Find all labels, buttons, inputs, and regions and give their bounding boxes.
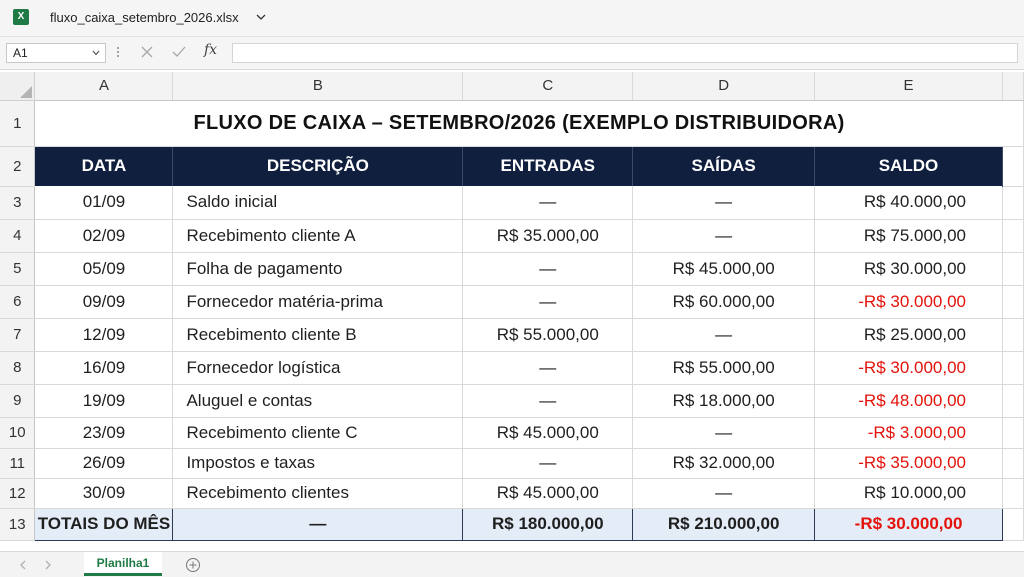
sheet-tab-planilha1[interactable]: Planilha1: [84, 552, 162, 576]
saldo-cell[interactable]: -R$ 3.000,00: [815, 417, 1003, 448]
empty-cell[interactable]: [1003, 146, 1024, 186]
entradas-cell[interactable]: —: [463, 252, 633, 285]
data-cell[interactable]: 01/09: [35, 186, 173, 219]
row-header-1[interactable]: 1: [0, 100, 35, 146]
cancel-icon[interactable]: [141, 46, 153, 58]
spreadsheet-grid: [0, 72, 1024, 541]
saidas-cell[interactable]: —: [633, 417, 815, 448]
row-header-4[interactable]: 4: [0, 219, 35, 252]
table-row: [0, 285, 1024, 318]
row-header-8[interactable]: 8: [0, 351, 35, 384]
checkmark-icon[interactable]: [172, 46, 186, 58]
column-header-b[interactable]: B: [173, 72, 463, 100]
excel-app-icon: X: [13, 9, 29, 25]
header-cell-saidas[interactable]: SAÍDAS: [633, 146, 815, 186]
entradas-cell[interactable]: R$ 55.000,00: [463, 318, 633, 351]
scroll-left-icon[interactable]: [19, 560, 27, 570]
empty-cell[interactable]: [1003, 417, 1024, 448]
empty-cell[interactable]: [1003, 219, 1024, 252]
saidas-cell[interactable]: R$ 32.000,00: [633, 448, 815, 478]
saidas-cell[interactable]: R$ 45.000,00: [633, 252, 815, 285]
data-cell[interactable]: 23/09: [35, 417, 173, 448]
saldo-cell[interactable]: R$ 25.000,00: [815, 318, 1003, 351]
descricao-cell[interactable]: Recebimento clientes: [173, 478, 463, 508]
row-header-2[interactable]: 2: [0, 146, 35, 186]
sheet-title-cell[interactable]: FLUXO DE CAIXA – SETEMBRO/2026 (EXEMPLO DISTRIBUIDORA): [35, 100, 1003, 146]
saidas-cell[interactable]: R$ 18.000,00: [633, 384, 815, 417]
header-cell-saldo[interactable]: SALDO: [815, 146, 1003, 186]
descricao-cell[interactable]: Recebimento cliente C: [173, 417, 463, 448]
saidas-cell[interactable]: —: [633, 219, 815, 252]
table-row: [0, 351, 1024, 384]
table-row: [0, 318, 1024, 351]
saldo-cell[interactable]: R$ 75.000,00: [815, 219, 1003, 252]
saldo-cell[interactable]: R$ 40.000,00: [815, 186, 1003, 219]
descricao-cell[interactable]: Fornecedor matéria-prima: [173, 285, 463, 318]
empty-cell[interactable]: [1003, 318, 1024, 351]
saldo-cell[interactable]: -R$ 30.000,00: [815, 285, 1003, 318]
chevron-down-icon[interactable]: [92, 50, 100, 56]
empty-cell[interactable]: [1003, 252, 1024, 285]
data-cell[interactable]: 05/09: [35, 252, 173, 285]
saldo-cell[interactable]: -R$ 48.000,00: [815, 384, 1003, 417]
empty-cell[interactable]: [1003, 478, 1024, 508]
data-cell[interactable]: 19/09: [35, 384, 173, 417]
row-header-7[interactable]: 7: [0, 318, 35, 351]
empty-cell[interactable]: [1003, 351, 1024, 384]
empty-cell[interactable]: [1003, 100, 1024, 146]
column-header-f[interactable]: [1003, 72, 1024, 100]
table-row: [0, 417, 1024, 448]
saidas-cell[interactable]: —: [633, 318, 815, 351]
table-row: [0, 384, 1024, 417]
name-box[interactable]: [6, 43, 106, 63]
header-cell-descricao[interactable]: DESCRIÇÃO: [173, 146, 463, 186]
header-cell-data[interactable]: DATA: [35, 146, 173, 186]
descricao-cell[interactable]: Recebimento cliente A: [173, 219, 463, 252]
saldo-cell[interactable]: -R$ 30.000,00: [815, 351, 1003, 384]
formula-bar: [0, 37, 1024, 70]
row-header-6[interactable]: 6: [0, 285, 35, 318]
more-options-icon[interactable]: [116, 45, 120, 59]
entradas-cell[interactable]: R$ 45.000,00: [463, 417, 633, 448]
column-header-a[interactable]: A: [35, 72, 173, 100]
empty-cell[interactable]: [1003, 384, 1024, 417]
title-bar: [0, 0, 1024, 37]
totals-entradas-cell[interactable]: R$ 180.000,00: [463, 508, 633, 540]
data-cell[interactable]: 26/09: [35, 448, 173, 478]
row-header-9[interactable]: 9: [0, 384, 35, 417]
saldo-cell[interactable]: R$ 30.000,00: [815, 252, 1003, 285]
saldo-cell[interactable]: -R$ 35.000,00: [815, 448, 1003, 478]
row-header-13[interactable]: 13: [0, 508, 35, 540]
table-row: [0, 219, 1024, 252]
table-row: [0, 478, 1024, 508]
scroll-right-icon[interactable]: [44, 560, 52, 570]
column-header-e[interactable]: E: [815, 72, 1003, 100]
empty-cell[interactable]: [1003, 285, 1024, 318]
entradas-cell[interactable]: —: [463, 186, 633, 219]
totals-saidas-cell[interactable]: R$ 210.000,00: [633, 508, 815, 540]
descricao-cell[interactable]: Saldo inicial: [173, 186, 463, 219]
file-name[interactable]: fluxo_caixa_setembro_2026.xlsx: [50, 10, 239, 25]
table-row: [0, 448, 1024, 478]
totals-descricao-cell[interactable]: —: [173, 508, 463, 540]
row-header-11[interactable]: 11: [0, 448, 35, 478]
row-header-10[interactable]: 10: [0, 417, 35, 448]
data-cell[interactable]: 16/09: [35, 351, 173, 384]
function-icon[interactable]: fx: [204, 42, 218, 58]
saidas-cell[interactable]: R$ 55.000,00: [633, 351, 815, 384]
totals-saldo-cell[interactable]: -R$ 30.000,00: [815, 508, 1003, 540]
entradas-cell[interactable]: —: [463, 384, 633, 417]
saidas-cell[interactable]: —: [633, 478, 815, 508]
row-header-5[interactable]: 5: [0, 252, 35, 285]
table-row: [0, 252, 1024, 285]
empty-cell[interactable]: [1003, 186, 1024, 219]
entradas-cell[interactable]: —: [463, 351, 633, 384]
name-box-value: A1: [13, 46, 28, 60]
entradas-cell[interactable]: —: [463, 448, 633, 478]
totals-label-cell[interactable]: TOTAIS DO MÊS: [35, 508, 173, 540]
column-header-c[interactable]: C: [463, 72, 633, 100]
descricao-cell[interactable]: Folha de pagamento: [173, 252, 463, 285]
header-cell-entradas[interactable]: ENTRADAS: [463, 146, 633, 186]
data-cell[interactable]: 12/09: [35, 318, 173, 351]
descricao-cell[interactable]: Impostos e taxas: [173, 448, 463, 478]
chevron-down-icon[interactable]: [256, 12, 266, 22]
empty-cell[interactable]: [1003, 448, 1024, 478]
empty-cell[interactable]: [1003, 508, 1024, 540]
data-cell[interactable]: 30/09: [35, 478, 173, 508]
descricao-cell[interactable]: Recebimento cliente B: [173, 318, 463, 351]
entradas-cell[interactable]: R$ 45.000,00: [463, 478, 633, 508]
descricao-cell[interactable]: Fornecedor logística: [173, 351, 463, 384]
column-header-d[interactable]: D: [633, 72, 815, 100]
saidas-cell[interactable]: —: [633, 186, 815, 219]
data-cell[interactable]: 02/09: [35, 219, 173, 252]
entradas-cell[interactable]: R$ 35.000,00: [463, 219, 633, 252]
descricao-cell[interactable]: Aluguel e contas: [173, 384, 463, 417]
saidas-cell[interactable]: R$ 60.000,00: [633, 285, 815, 318]
plus-circle-icon[interactable]: [185, 557, 201, 573]
row-header-3[interactable]: 3: [0, 186, 35, 219]
table-row: [0, 186, 1024, 219]
data-cell[interactable]: 09/09: [35, 285, 173, 318]
select-all-corner[interactable]: [0, 72, 35, 100]
sheet-tab-bar: [0, 551, 1024, 577]
saldo-cell[interactable]: R$ 10.000,00: [815, 478, 1003, 508]
row-header-12[interactable]: 12: [0, 478, 35, 508]
formula-input[interactable]: [232, 43, 1018, 63]
entradas-cell[interactable]: —: [463, 285, 633, 318]
